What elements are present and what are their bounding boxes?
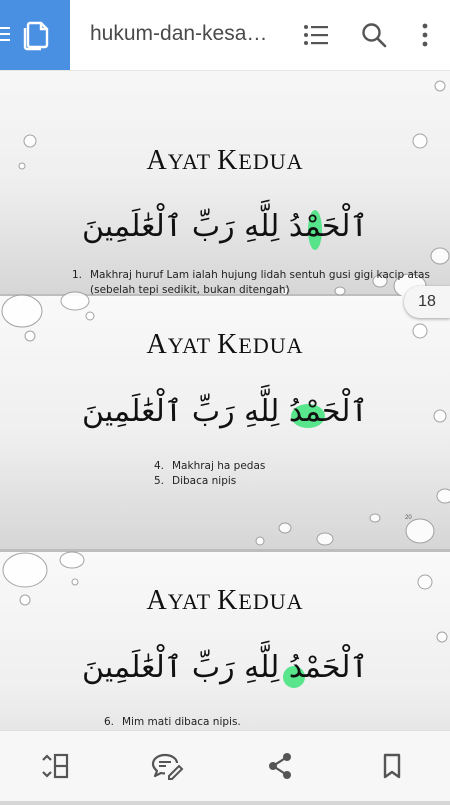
slide-list	[154, 459, 354, 489]
bottom-toolbar	[0, 730, 450, 801]
slide-number: 20	[405, 515, 412, 521]
comment-icon[interactable]	[152, 751, 182, 781]
list-icon[interactable]	[300, 19, 332, 51]
bookmark-icon[interactable]	[377, 751, 407, 781]
slide-title: AYAT KEDUA	[146, 145, 304, 176]
slide	[0, 296, 450, 549]
search-icon[interactable]	[358, 19, 390, 51]
list-item: 4. Makhraj ha pedas	[154, 460, 266, 472]
slide-list	[104, 715, 404, 730]
document-button[interactable]	[0, 0, 70, 70]
document-title: hukum-dan-kesa…	[90, 22, 268, 45]
page-indicator[interactable]: 18	[404, 286, 450, 318]
menu-icon[interactable]	[0, 27, 10, 45]
slide-title: AYAT KEDUA	[146, 329, 304, 360]
slide-title: AYAT KEDUA	[146, 585, 304, 616]
arabic-verse: ٱلْحَمْدُ لِلَّهِ رَبِّ ٱلْعَٰلَمِينَ	[81, 394, 369, 429]
app-bar	[0, 0, 450, 71]
more-vert-icon[interactable]	[409, 19, 441, 51]
fit-page-icon[interactable]	[40, 751, 70, 781]
list-item: 1. Makhraj huruf Lam ialah hujung lidah sentuh gusi gigi kacip atas (sebelah tepi sedikit, bukan ditengah)	[72, 269, 430, 296]
arabic-verse: ٱلْحَمْدُ لِلَّهِ رَبِّ ٱلْعَٰلَمِينَ	[81, 209, 369, 244]
list-item: 6. Mim mati dibaca nipis.	[104, 716, 241, 728]
slide	[0, 41, 450, 294]
arabic-verse: ٱلْحَمْدُ لِلَّهِ رَبِّ ٱلْعَٰلَمِينَ	[81, 650, 369, 685]
document-viewer[interactable]	[0, 71, 450, 730]
document-icon	[21, 20, 49, 50]
share-icon[interactable]	[265, 751, 295, 781]
list-item: 5. Dibaca nipis	[154, 475, 237, 487]
